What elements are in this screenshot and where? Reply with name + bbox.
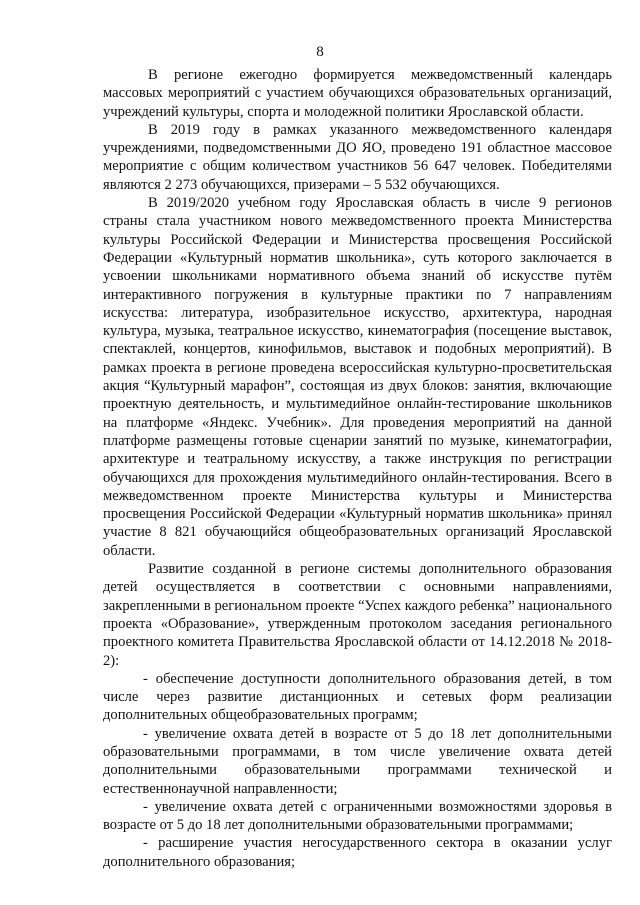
- list-item: - расширение участия негосударственного сектора в оказании услуг дополнительного образования;: [103, 835, 612, 870]
- paragraph-2019-events: В 2019 году в рамках указанного межведомственного календаря учреждениями, подведомственными ДО ЯО, проведено 191 областное массовое мероприятие с общим количеством участников 56 647 человек. Победителями являются 2 273 обучающихся, призерами – 5 532 обучающихся.: [103, 121, 612, 193]
- paragraph-additional-education: Развитие созданной в регионе системы дополнительного образования детей осуществляется в соответствии с основными направлениями, закрепленными в региональном проекте “Успех каждого ребенка” национального проекта «Образование», утвержденным протоколом заседания регионального проектного комитета Правительства Ярославской области от 14.12.2018 № 2018-2):: [103, 561, 612, 669]
- paragraph-calendar: В регионе ежегодно формируется межведомственный календарь массовых мероприятий с участием обучающихся образовательных организаций, учреждений культуры, спорта и молодежной политики Ярославской области.: [103, 67, 612, 120]
- document-body: [103, 66, 612, 871]
- paragraph-cultural-norm-project: В 2019/2020 учебном году Ярославская область в числе 9 регионов страны стала участником нового межведомственного проекта Министерства культуры Российской Федерации и Министерства просвещения Российской Федерации «Культурный норматив школьника», суть которого заключается в усвоении школьниками нормативного объема знаний об искусстве путём интерактивного погружения в культурные практики по 7 направлениям искусства: литература, изобразительное искусство, архитектура, народная культура, музыка, театральное искусство, кинематография (посещение выставок, спектаклей, концертов, кинофильмов, выставок и подобных мероприятий). В рамках проекта в регионе проведена всероссийская культурно-просветительская акция “Культурный марафон”, состоящая из двух блоков: занятия, включающие проектную деятельность, и мультимедийное онлайн-тестирование школьников на платформе «Яндекс. Учебник». Для проведения мероприятий на данной платформе размещены готовые сценарии занятий по музыке, кинематографии, архитектуре и театральному искусству, а также инструкция по регистрации обучающихся для прохождения мультимедийного онлайн-тестирования. Всего в межведомственном проекте Министерства культуры и Министерства просвещения Российской Федерации «Культурный норматив школьника» принял участие 8 821 обучающийся общеобразовательных организаций Ярославской области.: [103, 195, 612, 559]
- page-number: 8: [316, 44, 324, 60]
- list-item: - увеличение охвата детей с ограниченными возможностями здоровья в возрасте от 5 до 18 лет дополнительными образовательными программами;: [103, 798, 612, 834]
- list-item: - увеличение охвата детей в возрасте от 5 до 18 лет дополнительными образовательными программами, в том числе увеличение охвата детей дополнительными образовательными программами технической и естественнонаучной направленности;: [103, 725, 612, 797]
- list-item: - обеспечение доступности дополнительного образования детей, в том числе через развитие дистанционных и сетевых форм реализации дополнительных общеобразовательных программ;: [103, 670, 612, 724]
